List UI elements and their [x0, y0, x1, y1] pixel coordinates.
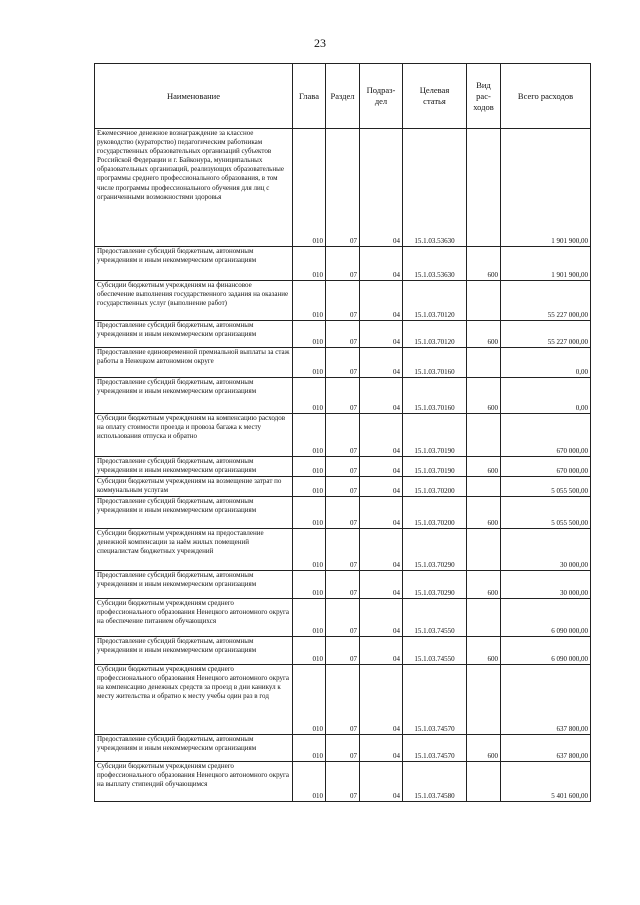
- row-target: 15.1.03.70160: [403, 378, 467, 414]
- table-row: [95, 665, 591, 735]
- row-target: 15.1.03.70290: [403, 529, 467, 571]
- budget-table: [94, 63, 591, 802]
- row-type: 600: [467, 497, 501, 529]
- row-razdel: 07: [326, 735, 360, 762]
- row-glava: 010: [293, 665, 326, 735]
- row-razdel: 07: [326, 571, 360, 599]
- row-name: Субсидии бюджетным учреждениям среднего профессионального образования Ненецкого автономного округа на компенсацию денежных средств за проезд в дни каникул к месту жительства и обратно к месту учебы один раз в год: [95, 665, 293, 735]
- row-target: 15.1.03.74570: [403, 665, 467, 735]
- row-type: [467, 414, 501, 457]
- row-name: Субсидии бюджетным учреждениям на компенсацию расходов на оплату стоимости проезда и провоза багажа к месту использования отпуска и обратно: [95, 414, 293, 457]
- row-total: 30 000,00: [501, 571, 591, 599]
- header-glava: Глава: [293, 64, 326, 129]
- row-podrazdel: 04: [360, 414, 403, 457]
- row-total: 5 055 500,00: [501, 477, 591, 497]
- row-razdel: 07: [326, 321, 360, 348]
- header-razdel: Раздел: [326, 64, 360, 129]
- row-total: 1 901 900,00: [501, 129, 591, 247]
- row-glava: 010: [293, 457, 326, 477]
- row-razdel: 07: [326, 477, 360, 497]
- table-row: [95, 348, 591, 378]
- row-glava: 010: [293, 129, 326, 247]
- header-target-line2: статья: [423, 96, 446, 106]
- row-total: 670 000,00: [501, 414, 591, 457]
- row-name: Предоставление субсидий бюджетным, автономным учреждениям и иным некоммерческим организациям: [95, 735, 293, 762]
- header-type: [467, 64, 501, 129]
- row-glava: 010: [293, 414, 326, 457]
- header-podrazdel: [360, 64, 403, 129]
- row-total: 5 401 600,00: [501, 762, 591, 802]
- row-glava: 010: [293, 637, 326, 665]
- row-glava: 010: [293, 599, 326, 637]
- row-podrazdel: 04: [360, 497, 403, 529]
- row-razdel: 07: [326, 414, 360, 457]
- row-podrazdel: 04: [360, 599, 403, 637]
- table-row: [95, 762, 591, 802]
- table-row: [95, 529, 591, 571]
- row-podrazdel: 04: [360, 571, 403, 599]
- header-name: Наименование: [95, 64, 293, 129]
- table-row: [95, 247, 591, 281]
- row-glava: 010: [293, 497, 326, 529]
- row-type: [467, 599, 501, 637]
- row-type: 600: [467, 457, 501, 477]
- row-razdel: 07: [326, 281, 360, 321]
- header-podrazdel-line1: Подраз-: [366, 85, 396, 95]
- row-name: Субсидии бюджетным учреждениям среднего профессионального образования Ненецкого автономного округа на обеспечение питанием обучающихся: [95, 599, 293, 637]
- table-row: [95, 414, 591, 457]
- row-total: 6 090 000,00: [501, 599, 591, 637]
- row-total: 0,00: [501, 348, 591, 378]
- row-total: 55 227 000,00: [501, 281, 591, 321]
- row-razdel: 07: [326, 599, 360, 637]
- row-podrazdel: 04: [360, 321, 403, 348]
- header-type-line3: ходов: [473, 101, 494, 112]
- row-type: 600: [467, 735, 501, 762]
- row-razdel: 07: [326, 637, 360, 665]
- header-target: [403, 64, 467, 129]
- row-total: 0,00: [501, 378, 591, 414]
- row-type: [467, 477, 501, 497]
- table-row: [95, 477, 591, 497]
- page-number: 23: [314, 36, 326, 50]
- row-razdel: 07: [326, 497, 360, 529]
- row-glava: 010: [293, 247, 326, 281]
- row-type: 600: [467, 637, 501, 665]
- row-total: 30 000,00: [501, 529, 591, 571]
- row-glava: 010: [293, 321, 326, 348]
- row-type: 600: [467, 571, 501, 599]
- row-target: 15.1.03.70120: [403, 321, 467, 348]
- row-name: Предоставление субсидий бюджетным, автономным учреждениям и иным некоммерческим организациям: [95, 457, 293, 477]
- table-header-row: [95, 64, 591, 129]
- row-podrazdel: 04: [360, 762, 403, 802]
- row-glava: 010: [293, 281, 326, 321]
- row-razdel: 07: [326, 348, 360, 378]
- row-target: 15.1.03.53630: [403, 129, 467, 247]
- row-name: Предоставление субсидий бюджетным, автономным учреждениям и иным некоммерческим организациям: [95, 247, 293, 281]
- row-name: Субсидии бюджетным учреждениям на возмещение затрат по коммунальным услугам: [95, 477, 293, 497]
- table-row: [95, 735, 591, 762]
- row-target: 15.1.03.70290: [403, 571, 467, 599]
- table-row: [95, 457, 591, 477]
- header-podrazdel-line2: дел: [374, 96, 388, 106]
- row-target: 15.1.03.70200: [403, 497, 467, 529]
- row-razdel: 07: [326, 762, 360, 802]
- table-row: [95, 599, 591, 637]
- row-podrazdel: 04: [360, 457, 403, 477]
- row-type: [467, 529, 501, 571]
- row-podrazdel: 04: [360, 735, 403, 762]
- row-target: 15.1.03.74550: [403, 637, 467, 665]
- row-glava: 010: [293, 571, 326, 599]
- row-glava: 010: [293, 477, 326, 497]
- row-target: 15.1.03.74570: [403, 735, 467, 762]
- header-type-line2: рас-: [476, 90, 491, 101]
- row-total: 5 055 500,00: [501, 497, 591, 529]
- row-name: Субсидии бюджетным учреждениям среднего профессионального образования Ненецкого автономного округа на выплату стипендий обучающимся: [95, 762, 293, 802]
- header-target-line1: Целевая: [419, 85, 450, 95]
- table-row: [95, 571, 591, 599]
- table-row: [95, 637, 591, 665]
- row-total: 670 000,00: [501, 457, 591, 477]
- row-podrazdel: 04: [360, 665, 403, 735]
- row-type: 600: [467, 321, 501, 348]
- row-name: Субсидии бюджетным учреждениям на финансовое обеспечение выполнения государственного задания на оказание государственных услуг (выполнение работ): [95, 281, 293, 321]
- row-podrazdel: 04: [360, 378, 403, 414]
- row-name: Предоставление субсидий бюджетным, автономным учреждениям и иным некоммерческим организациям: [95, 321, 293, 348]
- row-glava: 010: [293, 735, 326, 762]
- table-row: [95, 321, 591, 348]
- row-target: 15.1.03.53630: [403, 247, 467, 281]
- row-glava: 010: [293, 348, 326, 378]
- row-total: 6 090 000,00: [501, 637, 591, 665]
- row-type: [467, 762, 501, 802]
- row-podrazdel: 04: [360, 129, 403, 247]
- row-total: 55 227 000,00: [501, 321, 591, 348]
- row-podrazdel: 04: [360, 348, 403, 378]
- row-razdel: 07: [326, 529, 360, 571]
- row-type: [467, 129, 501, 247]
- row-total: 637 800,00: [501, 665, 591, 735]
- row-razdel: 07: [326, 665, 360, 735]
- row-target: 15.1.03.70200: [403, 477, 467, 497]
- table-row: [95, 129, 591, 247]
- row-target: 15.1.03.70160: [403, 348, 467, 378]
- row-type: [467, 281, 501, 321]
- row-name: Предоставление субсидий бюджетным, автономным учреждениям и иным некоммерческим организациям: [95, 637, 293, 665]
- row-glava: 010: [293, 378, 326, 414]
- row-name: Ежемесячное денежное вознаграждение за классное руководство (кураторство) педагогическим работникам государственных образовательных организаций субъектов Российской Федерации и г. Байконура, муниципальных образовательных организаций, реализующих образовательные программы среднего профессионального образования, в том числе программы профессионального обучения для лиц с ограниченными возможностями здоровья: [95, 129, 293, 247]
- row-target: 15.1.03.70190: [403, 457, 467, 477]
- row-podrazdel: 04: [360, 281, 403, 321]
- row-type: 600: [467, 378, 501, 414]
- row-glava: 010: [293, 762, 326, 802]
- row-podrazdel: 04: [360, 637, 403, 665]
- row-name: Субсидии бюджетным учреждениям на предоставление денежной компенсации за наём жилых помещений специалистам бюджетных учреждений: [95, 529, 293, 571]
- row-target: 15.1.03.70190: [403, 414, 467, 457]
- row-podrazdel: 04: [360, 477, 403, 497]
- row-type: [467, 665, 501, 735]
- row-total: 637 800,00: [501, 735, 591, 762]
- table-row: [95, 281, 591, 321]
- row-razdel: 07: [326, 378, 360, 414]
- table-row: [95, 378, 591, 414]
- table-row: [95, 497, 591, 529]
- row-razdel: 07: [326, 457, 360, 477]
- row-name: Предоставление субсидий бюджетным, автономным учреждениям и иным некоммерческим организациям: [95, 571, 293, 599]
- row-target: 15.1.03.70120: [403, 281, 467, 321]
- row-podrazdel: 04: [360, 529, 403, 571]
- row-target: 15.1.03.74550: [403, 599, 467, 637]
- header-type-line1: Вид: [476, 79, 491, 90]
- row-type: 600: [467, 247, 501, 281]
- row-name: Предоставление единовременной премиальной выплаты за стаж работы в Ненецком автономном округе: [95, 348, 293, 378]
- header-total: Всего расходов: [501, 64, 591, 129]
- row-razdel: 07: [326, 247, 360, 281]
- row-type: [467, 348, 501, 378]
- row-total: 1 901 900,00: [501, 247, 591, 281]
- row-glava: 010: [293, 529, 326, 571]
- row-target: 15.1.03.74580: [403, 762, 467, 802]
- row-name: Предоставление субсидий бюджетным, автономным учреждениям и иным некоммерческим организациям: [95, 497, 293, 529]
- row-razdel: 07: [326, 129, 360, 247]
- row-name: Предоставление субсидий бюджетным, автономным учреждениям и иным некоммерческим организациям: [95, 378, 293, 414]
- row-podrazdel: 04: [360, 247, 403, 281]
